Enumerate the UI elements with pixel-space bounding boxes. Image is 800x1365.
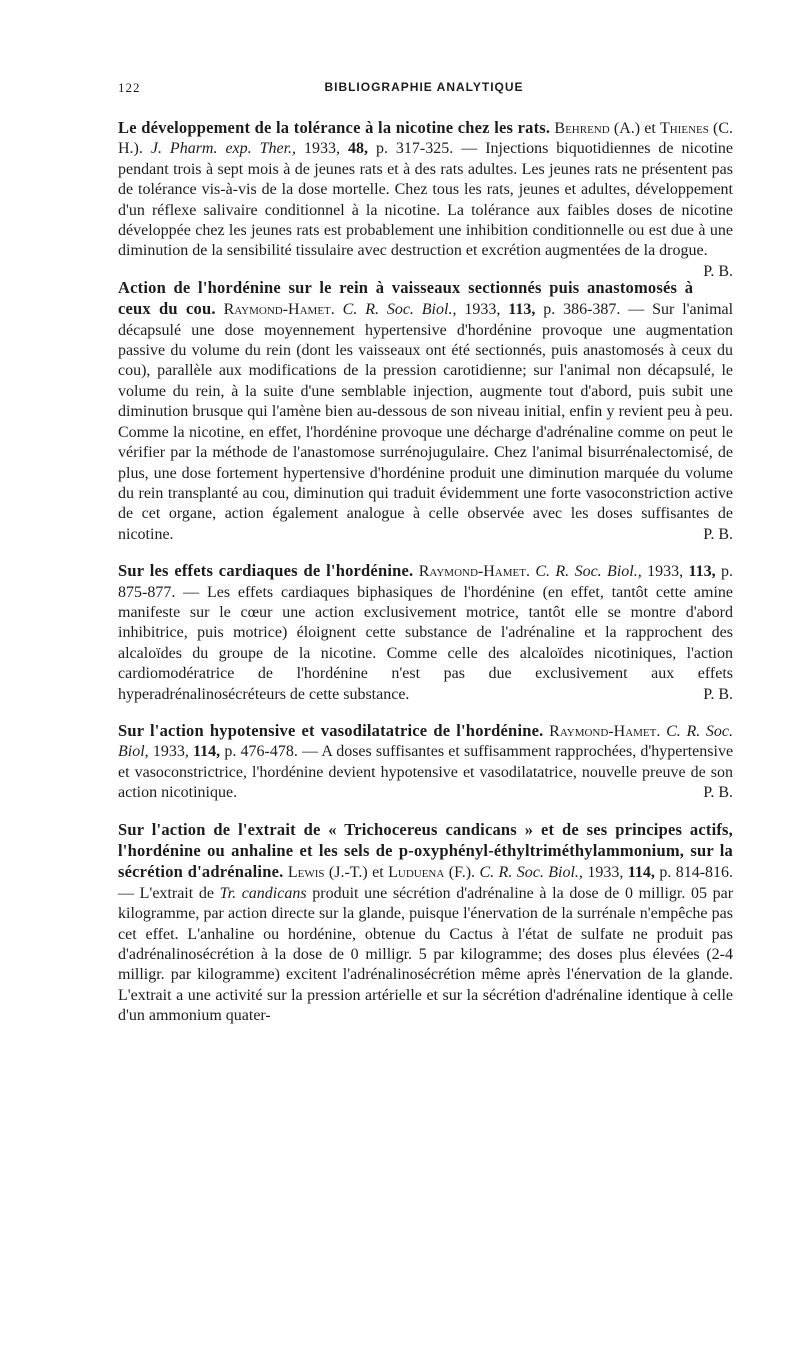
page-header bbox=[118, 80, 730, 104]
entry-volume: 113, bbox=[688, 563, 716, 581]
entry-text: L'extrait de bbox=[139, 884, 214, 902]
entry-title: Sur l'action hypotensive et vasodilatatrice de l'hordénine. bbox=[118, 720, 544, 740]
entry-signature: P. B. bbox=[703, 685, 733, 703]
entry-text: Injections biquotidiennes de nicotine pendant trois à sept mois à de jeunes rats et à des rats adultes. Les jeunes rats ne présentent pas de tolérance vis-à-vis de la dose mortelle. Chez tous les rats, jeunes et adultes, développement d'un réflexe salivaire conditionnel à la nicotine. La tolérance aux faibles doses de nicotine développée chez les jeunes rats est probablement une inhibition conditionnelle ou est due à une diminution de la sensibilité tissulaire avec destruction et excrétion augmentées de la drogue. bbox=[118, 140, 734, 260]
entry-title: Le développement de la tolérance à la nicotine chez les rats. bbox=[118, 118, 551, 137]
entry-volume: 114, bbox=[627, 864, 655, 882]
entry-year: 1933, bbox=[464, 301, 501, 319]
entry-journal: C. R. Soc. Biol., bbox=[535, 563, 642, 581]
entry-author: Lewis bbox=[287, 864, 325, 882]
entry-pages: p. 386-387. — bbox=[543, 301, 645, 319]
abstract-entry bbox=[118, 118, 734, 280]
entry-title: Sur les effets cardiaques de l'hordénine. bbox=[118, 561, 414, 581]
entry-author-initials: (F.). bbox=[448, 864, 476, 882]
entry-signature: P. B. bbox=[703, 784, 733, 802]
page-number: 122 bbox=[118, 80, 141, 95]
entry-text: produit une sécrétion d'adrénaline à la dose de 0 milligr. 05 par kilogramme, par action directe sur la glande, puisque l'énervation de la surrénale n'empêche pas cet effet. L'anhaline ou hordénine, obtenue du Cactus à l'état de sulfate ne produit pas d'adrénalinosécrétion à la dose de 0 milligr. 5 par kilogramme; des doses plus élevées (2-4 milligr. par kilogramme) excitent l'adrénalinosécrétion même après l'énervation de la glande. L'extrait a une activité sur la pression artérielle et sur la sécrétion d'adrénaline identique à celle d'un ammonium quater- bbox=[118, 884, 734, 1025]
entry-volume: 114, bbox=[193, 743, 221, 761]
running-title: BIBLIOGRAPHIE ANALYTIQUE bbox=[324, 80, 524, 94]
entry-title: Action de l'hordénine sur le rein à vaisseaux sectionnés puis anastomosés à ceux du cou. bbox=[118, 277, 694, 319]
abstract-entry bbox=[118, 721, 733, 804]
entry-text: Sur l'animal décapsulé une dose moyennement hypertensive d'hordénine provoque une augmentation passive du volume du rein (dont les vaisseaux ont été sectionnés, puis anastomosés à ceux du cou), parallèle aux modifications de la pression carotidienne; sur l'animal non décapsulé, le volume du rein, à la suite d'une semblable injection, augmente tout d'abord, puis subit une diminution brusque qui l'amène bien au-dessous de son niveau initial, enfin y revient peu à peu. Comme la nicotine, en effet, l'hordénine provoque une décharge d'adrénaline comme on peut le vérifier par la méthode de l'anastomose surrénojugulaire. Chez l'animal bisurrénalectomisé, de plus, une dose fortement hypertensive d'hordénine produit une diminution marquée du volume du rein transplanté au cou, diminution qui traduit évidemment une forte vasoconstriction active de cet organe, action également analogue à celle observée avec les doses suffisantes de nicotine. bbox=[118, 301, 734, 543]
entry-conjunction: et bbox=[644, 120, 656, 137]
entry-year: 1933, bbox=[647, 563, 684, 581]
entry-conjunction: et bbox=[372, 864, 384, 882]
entry-signature: P. B. bbox=[703, 262, 733, 280]
entry-journal: C. R. Soc. Biol., bbox=[342, 301, 457, 319]
entry-author-initials: (A.) bbox=[613, 120, 641, 137]
abstract-entry bbox=[118, 820, 733, 1027]
entry-pages: p. 814-816. — bbox=[118, 864, 734, 902]
entry-journal: C. R. Soc. Biol., bbox=[479, 864, 583, 882]
entry-author: Raymond-Hamet. bbox=[549, 722, 661, 740]
entry-author: Raymond-Hamet. bbox=[418, 563, 530, 581]
entry-year: 1933, bbox=[152, 743, 189, 761]
entry-volume: 48, bbox=[348, 140, 368, 158]
entry-author: Raymond-Hamet. bbox=[223, 301, 335, 319]
entry-author: Luduena bbox=[388, 864, 445, 882]
entry-journal: J. Pharm. exp. Ther., bbox=[150, 140, 297, 158]
entry-year: 1933, bbox=[587, 864, 624, 882]
entry-title: Sur l'action de l'extrait de « Trichocereus candicans » et de ses principes actifs, l'hordénine ou anhaline et les sels de p-oxyphényl-éthyltriméthylammonium, sur la sécrétion d'adrénaline. bbox=[118, 819, 733, 882]
page-body bbox=[118, 118, 733, 1043]
entry-pages: p. 476-478. — bbox=[224, 743, 319, 761]
entry-text: A doses suffisantes et suffisamment rapprochées, d'hypertensive et vasoconstrictrice, l'hordénine devient hypotensive et vasodilatatrice, nouvelle preuve de son action nicotinique. bbox=[118, 743, 734, 802]
entry-pages: p. 317-325. — bbox=[375, 140, 478, 158]
entry-author-initials: (J.-T.) bbox=[328, 864, 368, 882]
abstract-entry bbox=[118, 278, 733, 545]
entry-signature: P. B. bbox=[703, 525, 733, 543]
abstract-entry bbox=[118, 561, 733, 705]
entry-volume: 113, bbox=[508, 301, 536, 319]
entry-author-initials: (C. H.). bbox=[118, 120, 734, 158]
entry-author: Thienes bbox=[659, 120, 709, 137]
entry-text: Les effets cardiaques biphasiques de l'hordénine (en effet, tantôt cette amine manifeste sur le cœur une action exclusivement motrice, tantôt elle se montre d'abord inhibitrice, puis motrice) éloignent cette substance de l'adrénaline et la rapprochent des alcaloïdes du groupe de la nicotine. Comme celle des alcaloïdes nicotiniques, l'action cardiomodératrice de l'hordénine n'est pas due exclusivement aux effets hyperadrénalinosécréteurs de cette substance. bbox=[118, 583, 734, 703]
entry-text-italic: Tr. candicans bbox=[219, 884, 307, 902]
entry-author: Behrend bbox=[554, 120, 610, 137]
entry-journal: C. R. Soc. Biol, bbox=[118, 722, 734, 761]
entry-year: 1933, bbox=[304, 140, 341, 158]
entry-pages: p. 875-877. — bbox=[118, 563, 734, 601]
